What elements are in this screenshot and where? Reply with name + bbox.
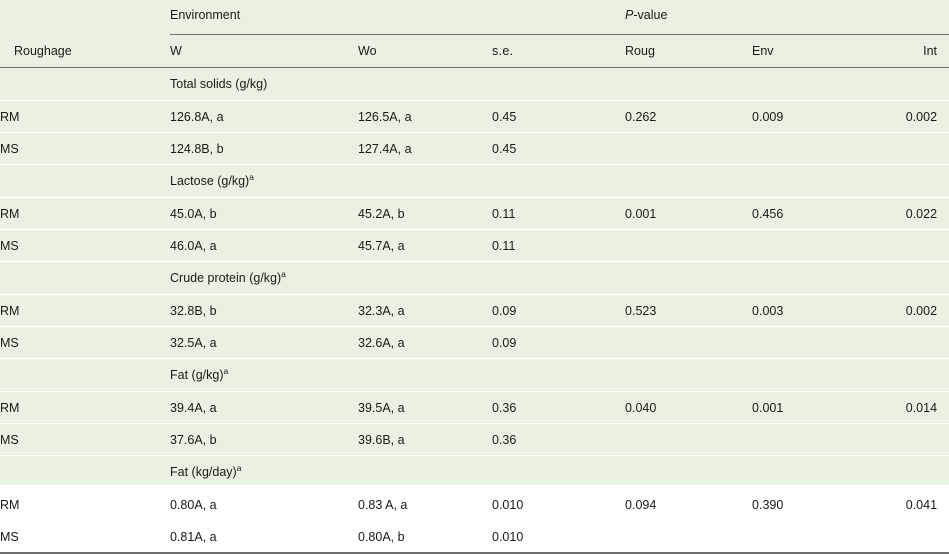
section-title-lactose <box>170 165 949 198</box>
group-header-pvalue-label <box>625 8 949 27</box>
column-header-w: W <box>170 44 182 58</box>
cell-w: 32.5A, a <box>170 327 358 359</box>
section-title-row <box>0 68 949 101</box>
section-title-spacer <box>0 456 170 489</box>
cell-roug: 0.040 <box>625 392 752 424</box>
row-label: MS <box>0 133 170 165</box>
cell-w: 0.80A, a <box>170 489 358 521</box>
cell-int <box>855 521 949 554</box>
section-title-text: Crude protein (g/kg) <box>170 271 282 285</box>
table-row <box>0 327 949 359</box>
row-label: MS <box>0 424 170 456</box>
section-title-superscript: a <box>223 365 229 376</box>
cell-wo: 39.5A, a <box>358 392 492 424</box>
cell-se: 0.09 <box>492 327 625 359</box>
cell-se: 0.11 <box>492 198 625 230</box>
cell-se: 0.45 <box>492 101 625 133</box>
section-title-fat-kgday <box>170 456 949 489</box>
table-row <box>0 424 949 456</box>
group-header-empty <box>0 0 170 35</box>
cell-int: 0.022 <box>855 198 949 230</box>
section-title-spacer <box>0 359 170 392</box>
cell-roug <box>625 327 752 359</box>
cell-se: 0.11 <box>492 230 625 262</box>
cell-wo: 0.80A, b <box>358 529 405 544</box>
group-header-pvalue <box>625 0 949 35</box>
table-row <box>0 489 949 521</box>
row-label: MS <box>0 327 170 359</box>
cell-roug: 0.262 <box>625 101 752 133</box>
cell-env: 0.009 <box>752 101 855 133</box>
section-title-text: Fat (kg/day) <box>170 465 237 479</box>
table-row <box>0 133 949 165</box>
section-title-total-solids <box>170 68 949 101</box>
cell-w: 0.81A, a <box>170 529 217 544</box>
cell-env <box>752 230 855 262</box>
cell-env: 0.456 <box>752 198 855 230</box>
group-header-environment <box>170 0 625 35</box>
table-row <box>0 101 949 133</box>
column-header-env: Env <box>752 44 774 58</box>
cell-int: 0.041 <box>855 489 949 521</box>
cell-w: 126.8A, a <box>170 101 358 133</box>
cell-roug <box>625 133 752 165</box>
column-header-roug: Roug <box>625 44 655 58</box>
cell-env: 0.001 <box>752 392 855 424</box>
section-title-spacer <box>0 68 170 101</box>
cell-w: 39.4A, a <box>170 392 358 424</box>
table-row <box>0 295 949 327</box>
cell-int <box>855 133 949 165</box>
cell-env: 0.390 <box>752 489 855 521</box>
table-row <box>0 230 949 262</box>
row-label: RM <box>0 198 170 230</box>
table-column-header-row <box>0 35 949 68</box>
group-header-environment-label: Environment <box>170 7 241 22</box>
row-label: MS <box>0 230 170 262</box>
section-title-superscript: a <box>249 171 254 182</box>
cell-int: 0.002 <box>855 101 949 133</box>
section-title-text: Total solids (g/kg) <box>170 77 268 91</box>
cell-wo: 0.83 A, a <box>358 489 492 521</box>
cell-roug <box>625 424 752 456</box>
cell-roug: 0.094 <box>625 489 752 521</box>
cell-wo: 32.3A, a <box>358 295 492 327</box>
cell-env <box>752 424 855 456</box>
row-label: RM <box>0 295 170 327</box>
section-title-spacer <box>0 262 170 295</box>
cell-roug: 0.001 <box>625 198 752 230</box>
pvalue-italic-p: P <box>625 7 634 22</box>
table-row <box>0 392 949 424</box>
cell-wo: 39.6B, a <box>358 424 492 456</box>
cell-roug <box>625 521 752 554</box>
column-header-roughage: Roughage <box>14 43 72 58</box>
cell-wo: 32.6A, a <box>358 327 492 359</box>
pvalue-rest: -value <box>633 7 668 22</box>
section-title-fat-gkg <box>170 359 949 392</box>
cell-env <box>752 521 855 554</box>
section-title-text: Fat (g/kg) <box>170 368 224 382</box>
cell-int: 0.002 <box>855 295 949 327</box>
cell-se: 0.010 <box>492 529 524 544</box>
cell-int: 0.014 <box>855 392 949 424</box>
cell-w: 124.8B, b <box>170 133 358 165</box>
section-title-text: Lactose (g/kg) <box>170 174 250 188</box>
cell-se: 0.45 <box>492 133 625 165</box>
column-header-int: Int <box>923 44 938 58</box>
cell-env <box>752 327 855 359</box>
row-label: RM <box>0 392 170 424</box>
section-title-row <box>0 262 949 295</box>
cell-w: 37.6A, b <box>170 424 358 456</box>
cell-int <box>855 424 949 456</box>
cell-env <box>752 133 855 165</box>
table-group-header-row <box>0 0 949 35</box>
cell-se: 0.36 <box>492 392 625 424</box>
table-row <box>0 198 949 230</box>
table-row <box>0 521 949 554</box>
section-title-superscript: a <box>281 268 286 279</box>
cell-roug: 0.523 <box>625 295 752 327</box>
cell-w: 32.8B, b <box>170 295 358 327</box>
cell-int <box>855 327 949 359</box>
cell-wo: 45.2A, b <box>358 198 492 230</box>
cell-wo: 45.7A, a <box>358 230 492 262</box>
row-label: RM <box>0 489 170 521</box>
row-label: RM <box>0 101 170 133</box>
cell-int <box>855 230 949 262</box>
section-title-row <box>0 165 949 198</box>
cell-w: 45.0A, b <box>170 198 358 230</box>
section-title-row <box>0 456 949 489</box>
section-title-row <box>0 359 949 392</box>
section-title-superscript: a <box>236 462 242 473</box>
cell-roug <box>625 230 752 262</box>
column-header-se: s.e. <box>492 44 514 58</box>
section-title-spacer <box>0 165 170 198</box>
cell-se: 0.36 <box>492 424 625 456</box>
cell-se: 0.010 <box>492 489 625 521</box>
cell-se: 0.09 <box>492 295 625 327</box>
cell-w: 46.0A, a <box>170 230 358 262</box>
cell-wo: 127.4A, a <box>358 133 492 165</box>
row-label: MS <box>0 529 19 544</box>
cell-wo: 126.5A, a <box>358 101 492 133</box>
column-header-wo: Wo <box>358 44 377 58</box>
cell-env: 0.003 <box>752 295 855 327</box>
section-title-crude-protein <box>170 262 949 295</box>
